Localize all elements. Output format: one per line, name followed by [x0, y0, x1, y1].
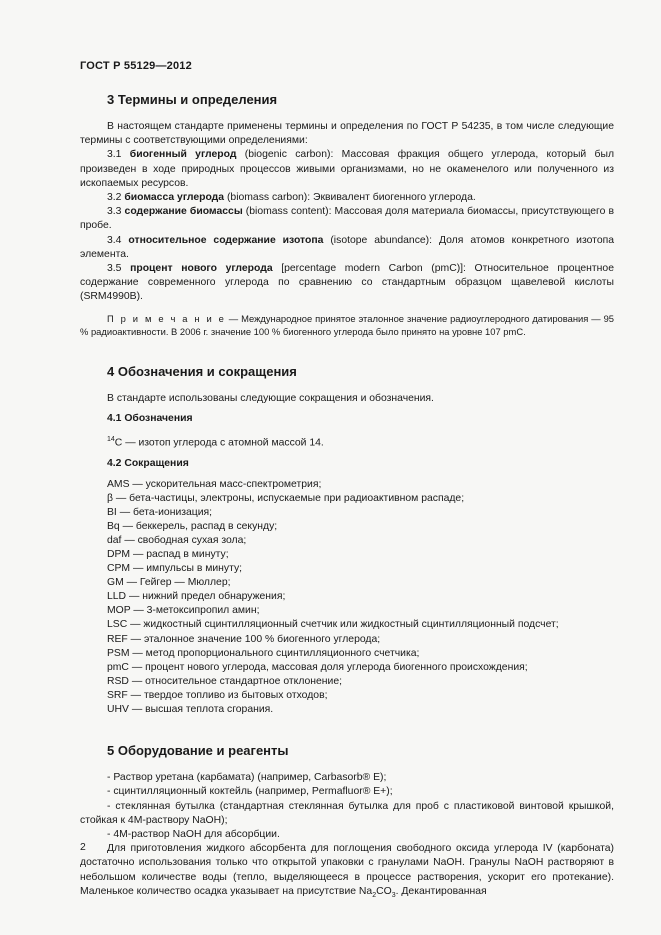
list-item: GM — Гейгер — Мюллер; [107, 577, 231, 589]
term-3-2: 3.2 биомасса углерода (biomass carbon): Эквивалент биогенного углерода. [107, 192, 476, 204]
list-item: AMS — ускорительная масс-спектрометрия; [107, 478, 322, 490]
section-3-intro: В настоящем стандарте применены термины и определения по ГОСТ Р 54235, в том числе следующие термины с соответствующими определениями: [80, 121, 614, 147]
list-item: DPM — распад в минуту; [107, 548, 229, 560]
list-item: MOP — 3-метоксипропил амин; [107, 605, 260, 617]
section-4-title: 4 Обозначения и сокращения [107, 363, 297, 379]
term-3-3: 3.3 содержание биомассы (biomass content): Массовая доля материала биомассы, присутствующего в пробе. [80, 206, 614, 232]
term-3-5: 3.5 процент нового углерода [percentage modern Carbon (pmC)]: Относительное процентное содержание современного углерода по сравнению со стандартным образцом щавелевой кислоты (SRM4990B). [80, 263, 614, 303]
page-number: 2 [80, 842, 86, 853]
list-item: - Раствор уретана (карбамата) (например, Carbasorb® E); [107, 772, 387, 784]
document-code: ГОСТ Р 55129—2012 [80, 60, 192, 72]
term-3-1: 3.1 биогенный углерод (biogenic carbon): Массовая фракция общего углерода, который был произведен в ходе природных процессов живыми организмами, но не окаменелого или полученного из ископаемых ресурсов. [80, 149, 615, 189]
section-5-title: 5 Оборудование и реагенты [107, 743, 289, 759]
page-content [80, 88, 614, 903]
list-item: Bq — беккерель, распад в секунду; [107, 520, 278, 532]
note [80, 312, 614, 338]
subsection-4-2-title: 4.2 Сокращения [107, 457, 189, 469]
term-3-5-name: процент нового углерода [130, 263, 273, 275]
list-item: pmC — процент нового углерода, массовая доля углерода биогенного происхождения; [107, 661, 528, 673]
list-item: - сцинтилляционный коктейль (например, Permafluor® E+); [107, 786, 393, 798]
subsection-4-1-title: 4.1 Обозначения [107, 412, 193, 424]
note-label: П р и м е ч а н и е [107, 312, 226, 324]
list-item: β — бета-частицы, электроны, испускаемые при радиоактивном распаде; [107, 492, 465, 504]
symbol-c14: $^{14}$С — изотоп углерода с атомной массой 14. [107, 435, 324, 449]
list-item: REF — эталонное значение 100 % биогенного углерода; [107, 633, 381, 645]
term-3-4: 3.4 относительное содержание изотопа (isotope abundance): Доля атомов конкретного изотопа элемента. [80, 234, 614, 260]
section-5-paragraph: Для приготовления жидкого абсорбента для поглощения свободного оксида углерода IV (карбоната) достаточно использования только что открытой упаковки с гранулами NaOH. Гранулы NaOH растворяют в небольшом количестве воды (тепло, выделяющееся в процессе растворения, ускорит его протекание). Маленькое количество осадка указывает на присутствие $Na_2CO_3$. Декантированная [80, 843, 614, 899]
section-3-title: 3 Термины и определения [107, 92, 278, 107]
abbreviation-list [107, 478, 614, 718]
term-3-4-name: относительное содержание изотопа [128, 234, 324, 246]
list-item: SRF — твердое топливо из бытовых отходов; [107, 689, 328, 701]
list-item: LSC — жидкостный сцинтилляционный счетчик или жидкостный сцинтилляционный подсчет; [107, 619, 559, 631]
list-item: - стеклянная бутылка (стандартная стеклянная бутылка для проб с пластиковой винтовой крышкой, стойкая к 4М-раствору NaOH); [80, 800, 614, 826]
list-item: UHV — высшая теплота сгорания. [107, 704, 274, 716]
term-3-2-name: биомасса углерода [124, 192, 225, 204]
list-item: LLD — нижний предел обнаружения; [107, 591, 286, 603]
list-item: - 4М-раствор NaOH для абсорбции. [107, 828, 280, 840]
note-text: — Международное принятое эталонное значение радиоуглеродного датирования — 95 % радиоактивности. В 2006 г. значение 100 % биогенного углерода было принято на уровне 107 pmC. [80, 312, 614, 337]
section-4-intro: В стандарте использованы следующие сокращения и обозначения. [107, 392, 434, 404]
list-item: BI — бета-ионизация; [107, 506, 213, 518]
list-item: CPM — импульсы в минуту; [107, 563, 243, 575]
list-item: RSD — относительное стандартное отклонение; [107, 675, 343, 687]
list-item: daf — свободная сухая зола; [107, 534, 247, 546]
term-3-1-name: биогенный углерод [129, 149, 237, 161]
list-item: PSM — метод пропорционального сцинтилляционного счетчика; [107, 647, 420, 659]
term-3-3-name: содержание биомассы [124, 206, 243, 218]
